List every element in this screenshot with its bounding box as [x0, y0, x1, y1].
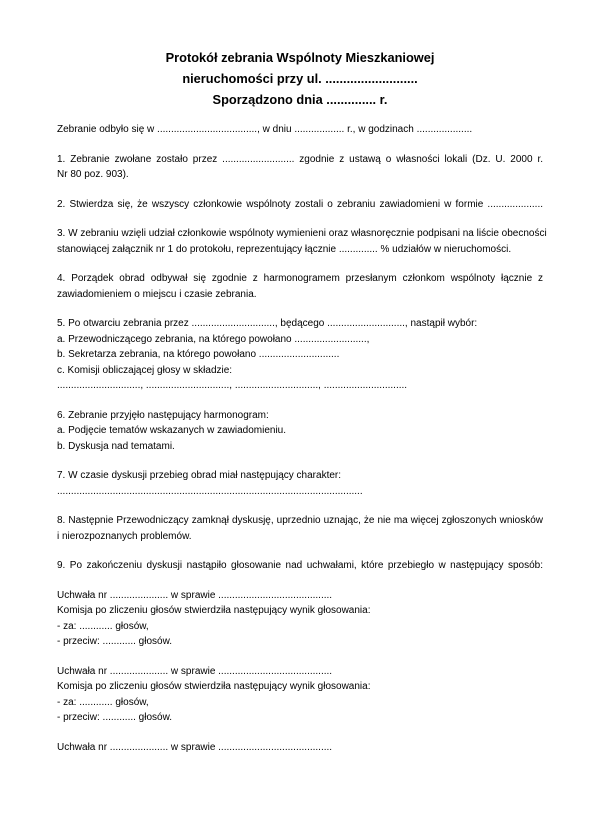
section-1-line-1: 1. Zebranie zwołane zostało przez .......................... zgodnie z ustawą o własności lokali (Dz. U. 2000 r. — [57, 153, 543, 165]
section-5-item-c: c. Komisji obliczającej głosy w składzie: — [57, 364, 233, 376]
section-7-intro: 7. W czasie dyskusji przebieg obrad miał następujący charakter: — [57, 470, 342, 481]
section-7-blank-line: .............................................................................................................. — [57, 485, 363, 497]
resolution-1 — [57, 588, 543, 650]
section-1 — [57, 152, 543, 183]
section-5-item-b: b. Sekretarza zebrania, na którego powołano ............................. — [57, 349, 340, 360]
section-7 — [57, 468, 543, 499]
section-4 — [57, 271, 543, 302]
section-1-line-2: Nr 80 poz. 903). — [57, 169, 129, 180]
section-4-line-2: zawiadomieniem o miejscu i czasie zebrania. — [57, 288, 257, 300]
section-5-blank-line: .............................., .............................., .............................., .............................. — [57, 380, 408, 391]
title-line-1: Protokół zebrania Wspólnoty Mieszkaniowej — [165, 50, 435, 65]
resolution-3-header: Uchwała nr ..................... w sprawie ......................................... — [57, 741, 333, 753]
section-3 — [57, 226, 547, 257]
resolution-2-votes-against: - przeciw: ............ głosów. — [57, 712, 173, 723]
section-2-line-1: 2. Stwierdza się, że wszyscy członkowie wspólnoty zostali o zebraniu zawiadomieni w formie .................... — [57, 198, 543, 210]
resolution-2-votes-for: - za: ............ głosów, — [57, 696, 149, 708]
section-6-item-a: a. Podjęcie tematów wskazanych w zawiadomieniu. — [57, 425, 286, 436]
resolution-2-tally: Komisja po zliczeniu głosów stwierdziła następujący wynik głosowania: — [57, 681, 371, 692]
resolution-1-votes-for: - za: ............ głosów, — [57, 620, 149, 632]
resolution-2 — [57, 664, 543, 726]
section-2 — [57, 197, 543, 213]
intro-paragraph — [57, 122, 543, 138]
resolution-1-tally: Komisja po zliczeniu głosów stwierdziła następujący wynik głosowania: — [57, 605, 371, 616]
title-line-3: Sporządzono dnia .............. r. — [212, 92, 388, 107]
section-8 — [57, 513, 543, 544]
resolutions — [57, 588, 543, 756]
section-6-intro: 6. Zebranie przyjęło następujący harmonogram: — [57, 409, 269, 421]
section-3-line-1: 3. W zebraniu wzięli udział członkowie wspólnoty wymienieni oraz własnoręcznie podpisani na liście obecności — [57, 228, 547, 239]
section-9 — [57, 558, 543, 574]
resolution-1-header: Uchwała nr ..................... w sprawie ......................................... — [57, 589, 333, 601]
section-8-line-2: i nierozpoznanych problemów. — [57, 530, 192, 542]
section-6-item-b: b. Dyskusja nad tematami. — [57, 440, 175, 452]
section-5-item-a: a. Przewodniczącego zebrania, na którego powołano .........................., — [57, 333, 370, 345]
title-line-2: nieruchomości przy ul. .......................... — [182, 71, 418, 86]
document-title — [57, 47, 543, 110]
section-8-line-1: 8. Następnie Przewodniczący zamknął dyskusję, uprzednio uznając, że nie ma więcej zgłoszonych wniosków — [57, 515, 543, 526]
intro-line: Zebranie odbyło się w ...................................., w dniu .................. r., w godzinach .................... — [57, 124, 473, 135]
section-6 — [57, 408, 543, 455]
resolution-3 — [57, 740, 543, 756]
resolution-1-votes-against: - przeciw: ............ głosów. — [57, 636, 173, 647]
section-3-line-2: stanowiącej załącznik nr 1 do protokołu, reprezentujący łącznie .............. % udziałów w nieruchomości. — [57, 243, 512, 255]
section-9-line-1: 9. Po zakończeniu dyskusji nastąpiło głosowanie nad uchwałami, które przebiegło w następujący sposób: — [57, 560, 543, 571]
section-4-line-1: 4. Porządek obrad odbywał się zgodnie z harmonogramem przesłanym członkom wspólnoty łącznie z — [57, 273, 543, 284]
section-5 — [57, 316, 543, 394]
resolution-2-header: Uchwała nr ..................... w sprawie ......................................... — [57, 665, 333, 677]
section-5-intro: 5. Po otwarciu zebrania przez .............................., będącego ............................, nastąpił wybór: — [57, 318, 478, 329]
